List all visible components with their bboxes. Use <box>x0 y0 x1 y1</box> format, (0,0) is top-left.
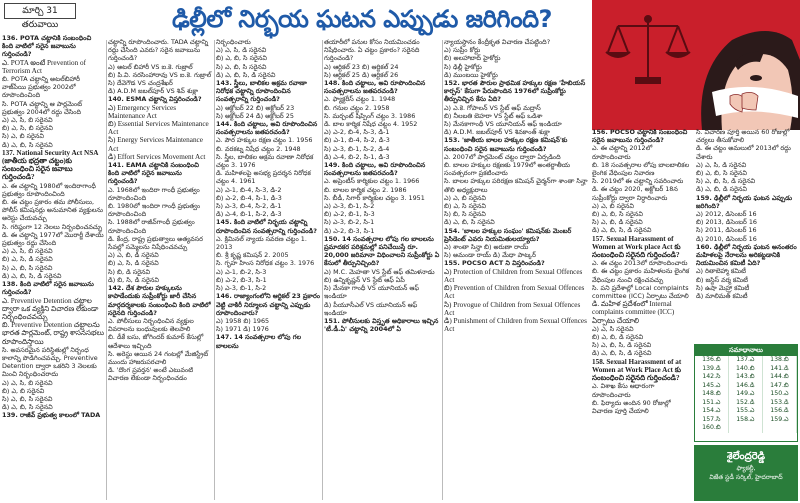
author-box <box>694 445 798 501</box>
option-text: ఎ) రితాబెహ్మా కమిటీ <box>696 267 746 276</box>
option-text: బి. POTA చట్టాన్ని అటల్‌బిహారీ వాజ్‌పేయి ప్రభుత్వం 2002లో రూపొందించింది <box>2 75 80 100</box>
option-text: డి. కేంద్ర, రాష్ట్ర ప్రభుత్వాలు అత్యవసర సేవల్లో సమ్మెలను నిషేధించవచ్చు <box>108 234 203 252</box>
option-text: సి. మర్చంట్‌ షిప్పింగ్‌ చట్టం 3. 1986 <box>324 111 416 120</box>
answer-cell: 159.ఎ <box>762 416 796 425</box>
option-text: డి) ఎ, బి, సి, డి సరైనవి <box>216 70 276 79</box>
option-text: సి. 1988లో రాజీవ్‌గాంధీ ప్రభుత్వం రూపొందించింది <box>108 218 195 235</box>
option-text: నిర్బంధించారు <box>216 38 251 46</box>
answer-row <box>695 373 797 382</box>
option-text: సి) మేనకా గాంధీ VS యూనియన్‌ ఆఫ్‌ ఇండియా <box>324 284 420 301</box>
answer-cell: 144.బి <box>762 373 796 382</box>
option-text: సి) దేవెగౌడ VS చంద్రశేఖర్‌ <box>108 79 173 88</box>
answer-row <box>695 390 797 399</box>
option-text: బి) ఎ, సి, బి సరైనవి <box>2 124 53 133</box>
option-text: ఎ) ఎ-1, బి-4, సి-3, డి-2 <box>216 185 282 194</box>
answer-row <box>695 416 797 425</box>
option-text: సి) Provogue of Children from Sexual Offences Act <box>444 300 581 317</box>
option-text: డి) ఎ, బి, సి, డి సరైనవి <box>592 226 652 235</box>
option-text: ఎ) ఎ-2, బి-4, సి-3, డి-1 <box>324 128 390 137</box>
option-text: సి) ఎ-3, బి-1, సి-2 <box>216 284 267 293</box>
option-text: బి) ఎ, బి, సి సరైనవి <box>592 210 643 219</box>
author-name: శైలేంద్రరెడ్డి <box>726 451 766 462</box>
option-text: బి) పి.వి. నరసింహారావు VS ఐ.కె. గుజ్రాల్‌ <box>108 70 212 79</box>
option-text: సి. స్త్రీల, బాలికల అక్రమ రవాణా నిరోధక చట్టం 3. 1976 <box>216 152 314 170</box>
answer-row <box>695 356 797 365</box>
question-text: 153. 'జాతీయ బాలల హక్కుల రక్షణ కమిషన్‌'కు సంబంధించి సరైన జవాబును గుర్తించండి? <box>444 136 568 153</box>
answer-cell: 138.బి <box>762 356 796 365</box>
option-text: డి) ఎ, బి, సి సరైనవి <box>2 140 53 149</box>
answer-row <box>695 365 797 374</box>
author-role: ఫ్యాకల్టీ, <box>736 465 756 472</box>
option-text: సి. గరిష్ఠంగా 12 నెలలు నిర్బంధించవచ్చు <box>2 222 103 231</box>
option-text: బి. బాలల కార్మిక చట్టం 2. 1986 <box>324 185 407 194</box>
answer-cell: 151.ఎ <box>695 399 728 408</box>
option-text: బి) నీలబతి బెహరా VS స్టేట్‌ ఆఫ్‌ ఒడిశా <box>444 111 543 120</box>
question-text: 157. Sexual Harassment of Women at Work place Act కు సంబంధించి సరైనది గుర్తించండి? <box>592 234 681 260</box>
option-text: సి) మేనకాగాంధీ VS యూనియన్‌ ఆఫ్‌ ఇండియా <box>444 120 562 129</box>
option-text: ఎ) ఎ, సి, బి సరైనవి <box>2 247 53 256</box>
headline: ఢిల్లీలో నిర్భయ ఘటన ఎప్పుడు జరిగింది? <box>172 5 552 33</box>
option-text: బి) ఎ-2, బి-4, సి-1, డి-3 <box>216 193 282 202</box>
option-text: సి) 2011, డిసెంబర్‌ 16 <box>696 226 757 235</box>
option-text: బి) ఎ, బి సరైనవి <box>2 386 45 395</box>
justice-illustration <box>592 0 800 130</box>
option-text: ఎ) అక్టోబర్‌ 22 బి) అక్టోబర్‌ 23 <box>216 103 295 112</box>
answer-cell: 140.బి <box>728 365 762 374</box>
column-divider <box>322 40 323 500</box>
option-text: ఎ) అటల్‌ బిహారీ VS ఐ.కె. గుజ్రాల్‌ <box>108 62 193 71</box>
column-3 <box>216 38 320 500</box>
answer-key-box <box>694 344 798 442</box>
option-text: ఎ) శాంతా సిన్హా బి) అరుణా రాయ్‌ <box>444 243 529 252</box>
option-text: బి) ఎ, సి, డి సరైనవి <box>108 259 159 268</box>
option-text: సి) ఎ, బి, సి సరైనవి <box>2 394 53 403</box>
answer-cell <box>762 424 796 433</box>
column-divider <box>214 40 215 500</box>
question-text: 139. రాజీవ్‌ ప్రభుత్వ కాలంలో TADA <box>2 411 101 420</box>
option-text: డి. ఈ చట్టం 2020, అక్టోబర్‌ 18న సుప్రీంకోర్టు ద్వారా నిర్ధారించారు <box>592 185 678 202</box>
option-text: బి. వరకట్న నిషేధ చట్టం 2. 1948 <box>216 144 301 153</box>
answer-cell: 149.ఎ <box>728 390 762 399</box>
answer-cell: 156.డి <box>762 407 796 416</box>
option-text: డి. మహిళలపై అసభ్య ప్రదర్శన నిరోధక చట్టం 4. 1961 <box>216 169 311 186</box>
option-text: బి) ఎ-2, బి-3, సి-1 <box>216 275 267 284</box>
option-text: ఎ. ఈ చట్టం 2013లో రూపొందించారు <box>592 259 688 268</box>
option-text: సి. గృహ హింస నిరోధక చట్టం 3. 1976 <box>216 259 315 268</box>
answer-cell: 157.సి <box>695 416 728 425</box>
option-text: ఎ) 2012, డిసెంబర్‌ 16 <box>696 210 757 219</box>
option-text: ఎ. 1968లో ఇందిరా గాంధీ ప్రభుత్వం రూపొందించింది <box>108 185 200 202</box>
answer-cell: 160.బి <box>695 424 728 433</box>
option-text: బి. Preventive Detention చట్టాలను భారత పార్లమెంట్‌, రాష్ట్ర శాసనసభలు రూపొందిస్తాయి <box>2 321 104 346</box>
column-divider <box>106 40 107 500</box>
answer-cell: 148.బి <box>695 390 728 399</box>
answer-cell: 152.డి <box>728 399 762 408</box>
option-text: డి. ఈ చట్టం అమలులో 2013లో రద్దు చేశారు <box>696 144 791 161</box>
question-text: 142. దేశ పౌరుల హక్కులను కాపాడేందుకు సుప్రీంకోర్టు జారీ చేసిన మార్గదర్శకాలకు సంబంధించి కింది వాటిలో సరైనది గుర్తించండి? <box>108 284 211 317</box>
option-text: సి) బి, డి సరైనవి <box>108 267 151 276</box>
option-text: బి) ఎ, బి, సి సరైనవి <box>696 169 747 178</box>
option-text: ఎ. 2007లో పార్లమెంట్‌ చట్టం ద్వారా ఏర్పడింది <box>444 152 561 161</box>
column-5 <box>444 38 590 500</box>
option-text: ఎ) ఎ, సి సరైనవి <box>592 324 634 333</box>
question-text: 160. ఢిల్లీలో నిర్భయ ఘటన అనంతరం మహిళలపై నేరాలను అరికట్టడానికి నియమించిన కమిటీ ఏది? <box>696 242 797 268</box>
option-text: బి. గనుల చట్టం 2. 1958 <box>324 103 390 112</box>
question-text: 141. EAMA చట్టానికి సంబంధించి కింది వాటిలో సరైన జవాబును గుర్తించండి? <box>108 161 199 186</box>
option-text: ఎ. ఫ్యాక్టరీస్‌ చట్టం 1. 1948 <box>324 95 396 104</box>
answer-cell: 142.సి <box>695 373 728 382</box>
option-text: ఎ. ఈ చట్టాన్ని 2012లో రూపొందించారు <box>592 144 653 161</box>
question-text: 144. కింది చట్టాలు, అవి రూపొందించిన సంవత్సరాలను జతపరచండి? <box>216 120 318 137</box>
question-text: 137. National Security Act NSA (జాతీయ భద్రతా చట్టం)కు సంబంధించి సరైన జవాబు గుర్తించండి? <box>2 148 99 182</box>
option-text: డి) A.D.M. జబల్‌పూర్‌ VS శివకాంత్‌ శుక్లా <box>444 128 550 137</box>
option-text: సి) ఎ, బి, సి, డి సరైనవి <box>696 177 756 186</box>
column-1 <box>2 34 104 500</box>
option-text: సి) అమండా రాయ్‌ డి) మేధా పాట్కర్‌ <box>444 251 536 260</box>
option-text: బి. 1980లో ఇందిరా గాంధీ ప్రభుత్వం రూపొందించింది <box>108 202 201 219</box>
option-text: బి. ఫిర్యాదు అందిన 90 రోజుల్లో విచారణ పూర్తి చేయాలి <box>592 398 671 415</box>
option-text: సి) ఎ-3, బి-1, సి-2, డి-4 <box>324 144 390 153</box>
option-text: సి) Energy Services Maintenance Act <box>108 136 203 153</box>
answer-cell: 139.డి <box>695 365 728 374</box>
option-text: డి) ఎ, బి, సి సరైనవి <box>444 218 495 227</box>
question-text: 136. POTA చట్టానికి సంబంధించి కింది వాటిలో సరైన జవాబును గుర్తించండి? <box>2 34 92 59</box>
answer-cell: 150.ఎ <box>762 390 796 399</box>
option-text: సి. అవసరమైన పరిస్థితుల్లో నిర్బంధ కాలాన్ని పొడిగించవచ్చు. Preventive Detention ద్వారా ఒకరిని 3 నెలలకు మించి నిర్బంధించరాదు <box>2 345 98 379</box>
option-text: ఎ. విశాఖ కేసు ఆధారంగా రూపొందించారు <box>592 382 655 399</box>
option-text: ఎ) Emergency Services Maintenance Act <box>108 103 177 120</box>
option-text: ఎ) ఎ, బి, డి సరైనవి <box>108 251 159 260</box>
option-text: సి) ఎ-3, బి-2, సి-1 <box>324 218 375 227</box>
option-text: ఎ) ఎ-1, బి-2, సి-3 <box>216 267 267 276</box>
question-text: 145. కింది వాటిలో నిర్భయ చట్టాన్ని రూపొందించిన సంవత్సరాన్ని గుర్తించండి? <box>216 218 317 235</box>
answer-key-title: సమాధానాలు <box>695 345 797 356</box>
option-text: డి) ఎ-2, బి-3, సి-1 <box>324 226 375 235</box>
answer-cell: 154.ఎ <box>695 407 728 416</box>
option-text: సి. బీడీ, సిగార్‌ కార్మికుల చట్టం 3. 1951 <box>324 193 425 202</box>
option-text: సి. అరెస్టు అయిన 24 గంటల్లో మేజిస్ట్రేట్‌ ముందు హాజరుపరచాలి <box>108 349 209 366</box>
answer-row <box>695 407 797 416</box>
question-text: 147. 14 సంవత్సరాల లోపు గల బాలలను <box>216 333 301 350</box>
option-text: సి. బాలల హక్కుల పరిరక్షణ కమిషన్‌ చైర్మన్‌గా శాంతా సిన్హా తొలి అధ్యక్షురాలు <box>444 177 588 194</box>
question-columns <box>2 34 590 500</box>
answer-cell: 155.ఎ <box>728 407 762 416</box>
answer-key-table <box>695 356 797 433</box>
option-text: సి) ఢిల్లీ హైకోర్టు <box>444 62 482 71</box>
option-text: సి. POTA చట్టాన్ని ఆ పార్లమెంట్‌ ప్రభుత్వం 2004లో రద్దు చేసింది <box>2 99 83 116</box>
column-6 <box>592 128 692 415</box>
answer-cell: 147.బి <box>762 382 796 391</box>
option-text: సి) ఎ, బి, సి సరైనవి <box>216 62 267 71</box>
question-text: 140. ESMA చట్టాన్ని విస్తరించండి? <box>108 95 202 104</box>
option-text: బి. బాలల హక్కుల రక్షణకు 1979లో అంతర్జాతీయ సంవత్సరంగా ప్రకటించారు <box>444 161 570 178</box>
answer-cell: 145.ఎ <box>695 382 728 391</box>
option-text: ఎ) ఆర్టికల్‌ 23 బి) ఆర్టికల్‌ 24 <box>324 62 399 71</box>
option-text: బి) ఉన్నికృష్ణన్‌ VS స్టేట్‌ ఆఫ్‌ ఏపీ <box>324 275 405 284</box>
option-text: డి. ఈ చట్టాన్ని 1977లో మొరార్జీ దేశాయ్‌ ప్రభుత్వం రద్దు చేసింది <box>2 230 104 248</box>
answer-row <box>695 399 797 408</box>
option-text: బి) Prevention of Children from Sexual Offences Act <box>444 284 585 301</box>
question-text: 154. 'బాలల హక్కుల సంఘం' కమిషన్‌కు మెంబర్‌ ప్రెసిడెంట్‌ ఎవరు నియమితులయ్యారు? <box>444 226 572 243</box>
option-text: డి) ముంబయి హైకోర్టు <box>444 70 498 79</box>
option-text: బి. డీకే బసు, జోగిందర్‌ కుమార్‌ కేసుల్లో ఆదేశాలు ఇచ్చింది <box>108 333 204 350</box>
option-text: డి) ఎ, బి, సి సరైనవి <box>2 403 53 412</box>
option-text: ఎ) ఎ.కె. గోపాలన్‌ VS స్టేట్‌ ఆఫ్‌ మద్రాస్‌ <box>444 103 541 112</box>
option-text: సి) అక్టోబర్‌ 24 డి) అక్టోబర్‌ 25 <box>216 111 294 120</box>
option-text: డి) ఎ-4, బి-1, సి-2, డి-3 <box>216 210 282 219</box>
question-text: 138. కింది వాటిలో సరైన జవాబును గుర్తించండి? <box>2 280 94 297</box>
option-text: బి) జస్టిస్‌ వర్మ కమిటీ <box>696 275 748 284</box>
answer-row <box>695 382 797 391</box>
option-text: బి) ఎ, బి, డి సరైనవి <box>592 333 644 342</box>
option-text: సి. 2019లో ఈ చట్టాన్ని సవరించారు <box>592 177 684 186</box>
option-text: సి. విచారణ పూర్తి అయిన 60 రోజుల్లో చర్యలు తీసుకోవాలి <box>696 128 790 145</box>
answer-cell: 146.డి <box>728 382 762 391</box>
question-text: 148. కింది చట్టాలు, అవి రూపొందించిన సంవత్సరాలను జతపరచండి? <box>324 79 426 96</box>
question-text: 149. కింది చట్టాలు, అవి రూపొందించిన సంవత్సరాలను జతపరచండి? <box>324 161 426 178</box>
option-text: ఎ) M.C. మెహతా VS స్టేట్‌ ఆఫ్‌ తమిళనాడు <box>324 267 435 276</box>
option-text: చట్టాన్ని రూపొందించారు. TADA చట్టాన్ని రద్దు చేసింది ఎవరు? సరైన జవాబును గుర్తించండి? <box>108 38 209 63</box>
option-text: బి. ఈ చట్టం ప్రకారం తమ పోలీసులు, పోలీస్‌ కమిషనర్లు అనుమానిత వ్యక్తులను అరెస్టు చేయవచ్చు <box>2 198 103 223</box>
option-text: బి) ఎ, సి, డి సరైనవి <box>2 255 53 264</box>
option-text: డి) పీయూసీఎల్‌ VS యూనియన్‌ ఆఫ్‌ ఇండియా <box>324 300 418 317</box>
question-text: 156. POCSO చట్టానికి సంబంధించి సరైన జవాబును గుర్తించండి? <box>592 128 688 145</box>
option-text: ఎ. POTA అంటే Prevention of Terrorism Act <box>2 58 86 75</box>
option-text: ఎ. ఈ చట్టాన్ని 1980లో ఇందిరాగాంధీ ప్రభుత్వం రూపొందించింది <box>2 181 96 198</box>
option-text: సి) ఎ, బి, సి సరైనవి <box>2 263 53 272</box>
column-2 <box>108 38 212 500</box>
option-text: బి) అలహాబాద్‌ హైకోర్టు <box>444 54 501 63</box>
option-text: డి) బి, సి, డి సరైనవి <box>108 275 159 284</box>
option-text: ఎ) సుప్రీం కోర్టు <box>444 46 481 55</box>
question-text: 159. ఢిల్లీలో నిర్భయ ఘటన ఎప్పుడు జరిగింది? <box>696 193 793 210</box>
option-text: డి. 'దొంగ ప్రవర్తన' అంటే ఎటువంటి విచారణ లేకుండా నిర్బంధించడం <box>108 366 194 383</box>
option-text: సి. పని ప్రదేశాల్లో Local complaints committee (ICC) ఏర్పాటు చేయాలి <box>592 283 689 301</box>
option-text: డి) మాలిమత్‌ కమిటీ <box>696 292 748 301</box>
answer-cell: 143.బి <box>728 373 762 382</box>
option-text: ఎ) 1958 బి) 1965 <box>216 316 270 325</box>
option-text: సి) ఎ-3, బి-4, సి-2, డి-1 <box>216 202 282 211</box>
woman-scales-illustration <box>592 0 800 130</box>
option-text: డి) ఎ, బి, సి, డి సరైనవి <box>592 349 652 358</box>
option-text: బి) ఎ, సి సరైనవి <box>444 202 486 211</box>
option-text: సి) ఎ, బి సరైనవి <box>2 132 44 141</box>
option-text: ఎ) ఎ, సి, డి సరైనవి <box>696 160 747 169</box>
option-text: ఎ) ఎ-3, బి-1, సి-2 <box>324 202 375 211</box>
option-text: బి. ఈ చట్టం ప్రకారం మహిళలను లైంగిక వేధింపుల నుంచి రక్షించవచ్చు <box>592 267 690 284</box>
option-text: బి) ఎ-1, బి-4, సి-2, డి-3 <box>324 136 390 145</box>
option-text: ఎ) ఎ, సి, బి సరైనవి <box>2 116 53 125</box>
question-text: 151. పోలీసులకు విస్తృత అధికారాలు ఇచ్చిన 'టీ.డీ.ఏ' చట్టాన్ని 2004లో ఏ <box>324 316 439 334</box>
question-text: 152. భారత పౌరుల ప్రాథమిక హక్కుల రక్షణ 'హేబియస్‌ కార్పస్‌' కేసుగా పేరుపొందిన 1976లో సుప్రీంకోర్టు తీర్పునిచ్చిన కేసు ఏది? <box>444 79 586 104</box>
option-text: బి) ఎ, బి, సి సరైనవి <box>216 54 267 63</box>
option-text: బి) ఎ-2, బి-1, సి-3 <box>324 210 375 219</box>
answer-cell: 136.బి <box>695 356 728 365</box>
option-text: డి) ఎ, బి, సి, డి సరైనవి <box>2 271 62 280</box>
answer-cell <box>728 424 762 433</box>
option-text: బి. 18 సంవత్సరాల లోపు బాలబాలికల లైంగిక వేధింపుల నివారణ <box>592 160 690 178</box>
continuation-date-tag: మార్చి 31 తరువాయి <box>4 3 76 19</box>
option-text: ఎ. క్రిమినల్‌ న్యాయ సవరణ చట్టం 1. 2013 <box>216 234 307 252</box>
option-text: ఎ. పౌర హక్కుల రక్షణ చట్టం 1. 1956 <box>216 136 313 145</box>
option-text: ఎ) Protection of Children from Sexual Offences Act <box>444 267 583 284</box>
question-text: 146. రాజ్యాంగంలోని ఆర్టికల్‌ 23 ప్రకారం వెట్టి చాకిరీ నిర్మూలన చట్టాన్ని ఎప్పుడు రూపొందించారు? <box>216 292 320 317</box>
option-text: సి) ఎ, బి, సి, డి సరైనవి <box>592 341 652 350</box>
column-4 <box>324 38 440 500</box>
option-text: ఎ) ఎ, సి, డి సరైనవి <box>216 46 267 55</box>
option-text: సి) బి, సి సరైనవి <box>444 210 486 219</box>
option-text: సి) ఆర్టికల్‌ 25 డి) ఆర్టికల్‌ 26 <box>324 70 399 79</box>
answer-cell: 137.ఎ <box>728 356 762 365</box>
question-text: 155. POCSO ACT ని విస్తరించండి? <box>444 259 545 268</box>
column-divider <box>442 40 443 500</box>
option-text: ఎ. పోలీసులు నిర్బంధించిన వ్యక్తుల వివరాలను బంధువులకు తెలపాలి <box>108 316 194 334</box>
option-text: డి) Effort Services Movement Act <box>108 152 206 161</box>
answer-cell: 141.డి <box>762 365 796 374</box>
option-text: సి) 1971 డి) 1976 <box>216 325 269 334</box>
answer-cell: 158.ఎ <box>728 416 762 425</box>
option-text: డి) ఎ, బి, డి సరైనవి <box>696 185 747 194</box>
option-text: డి. బాల కార్మిక నిషేధ చట్టం 4. 1952 <box>324 120 418 129</box>
option-text: డి) A.D.M జబల్‌పూర్‌ VS శివ్‌ శుక్లా <box>108 87 199 96</box>
option-text: న్యాయస్థానం కేంద్రీకృత విచారణ చేపట్టింది? <box>444 38 551 46</box>
option-text: ఎ. అప్రెంటీస్‌ కార్మికుల చట్టం 1. 1966 <box>324 177 420 186</box>
option-text: డి) Punishment of Children from Sexual Offences Act <box>444 316 587 334</box>
option-text: సి) ఎ, బి, డి సరైనవి <box>592 218 643 227</box>
option-text: ఎ) ఎ, బి సరైనవి <box>444 193 486 202</box>
option-text: తయారీలో పనుల కోసం నియమించడం నిషేధించారు. ఏ చట్టం ప్రకారం? సరైనది గుర్తించండి? <box>324 38 420 63</box>
question-text: 158. Sexual Harassment of at Women at Work Place Act కు సంబంధించి సరైనది గుర్తించండి? <box>592 357 682 383</box>
question-text: 143. స్త్రీలు, బాలికల అక్రమ రవాణా నిరోధక చట్టాన్ని రూపొందించిన సంవత్సరాన్ని గుర్తించండి? <box>216 79 307 104</box>
option-text: బి) 2013, డిసెంబర్‌ 16 <box>696 218 757 227</box>
option-text: ఎ) ఎ, బి సరైనవి <box>592 201 634 210</box>
column-7 <box>696 128 800 338</box>
option-text: ఎ) ఎ, సి, బి సరైనవి <box>2 378 53 387</box>
option-text: బి. శ్రీ కృష్ణ కమిషన్‌ 2. 2005 <box>216 251 289 260</box>
option-text: బి) Essential Services Maintenance Act <box>108 120 209 137</box>
answer-row <box>695 424 797 433</box>
question-text: 150. 14 సంవత్సరాల లోపు గల బాలలను ప్రమాదకర పరిశ్రమల్లో పనిచేయిస్తే రూ. 20,000 జరిమానా విధించాలని సుప్రీంకోర్టు ఏ కేసులో తీర్పునిచ్చింది? <box>324 234 440 268</box>
option-text: డి) ఎ-4, బి-2, సి-1, డి-3 <box>324 152 390 161</box>
option-text: సి) ఉషా మెహ్రా కమిటీ <box>696 283 750 292</box>
answer-cell: 153.డి <box>762 399 796 408</box>
option-text: డి. మహిళ ప్రదేశంలో Internal complaints committee (ICC) ఏర్పాటు చేయాలి <box>592 300 675 325</box>
option-text: ఎ. Preventive Detention చట్టాల ద్వారా ఒక వ్యక్తిని విచారణ లేకుండా నిర్బంధించవచ్చు <box>2 296 99 321</box>
author-institution: విజేత స్టడీ సర్కిల్‌, హైదరాబాద్‌ <box>709 474 783 481</box>
option-text: డి) 2010, డిసెంబర్‌ 16 <box>696 234 757 243</box>
